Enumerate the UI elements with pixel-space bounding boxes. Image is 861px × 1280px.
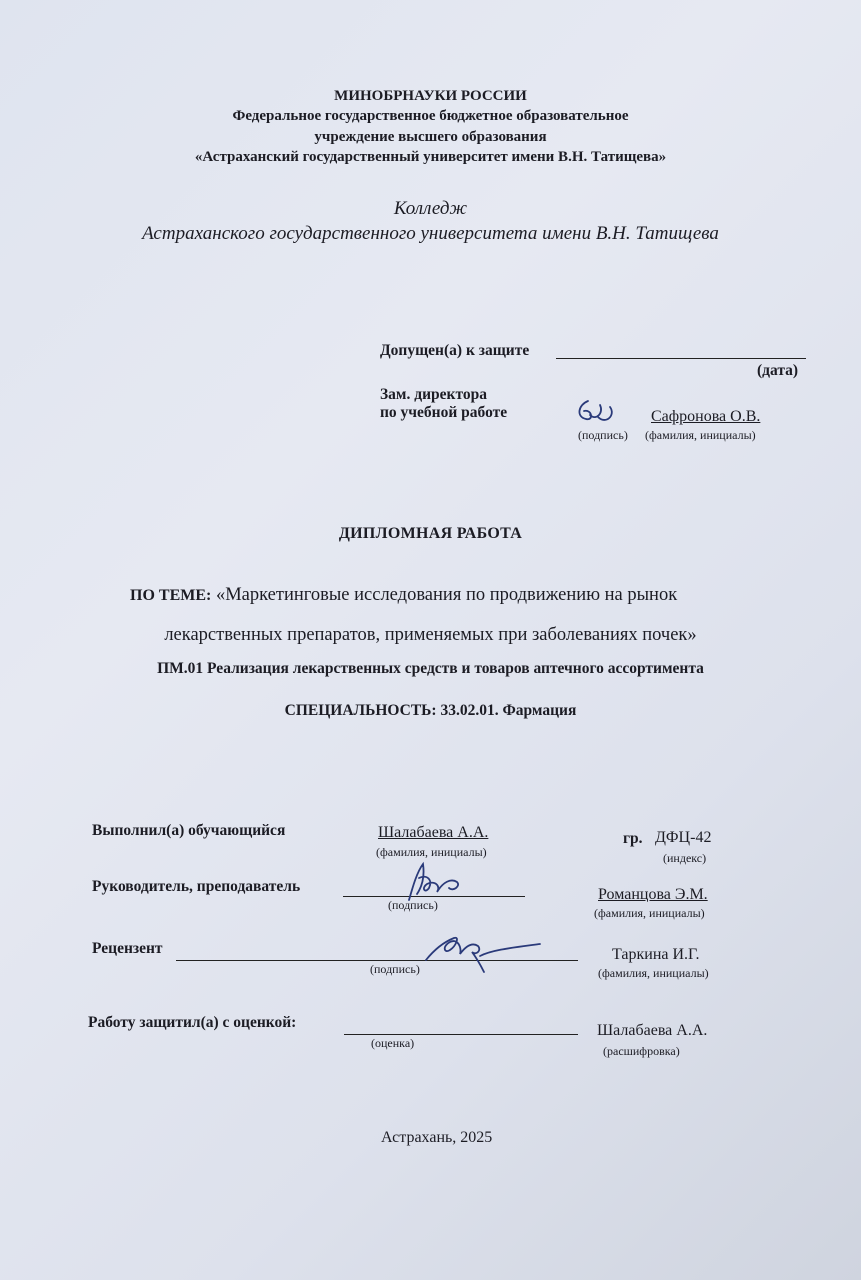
university-name: «Астраханский государственный университет имени В.Н. Татищева»	[194, 149, 667, 165]
theme-line-2: лекарственных препаратов, применяемых при заболеваниях почек»	[164, 625, 697, 645]
specialty: СПЕЦИАЛЬНОСТЬ: 33.02.01. Фармация	[284, 702, 577, 719]
deputy-title-2: по учебной работе	[380, 404, 508, 421]
deputy-signature	[570, 395, 630, 431]
group-label: гр.	[623, 830, 643, 847]
group-value: ДФЦ-42	[655, 829, 712, 846]
group-caption: (индекс)	[663, 851, 707, 865]
city-year: Астрахань, 2025	[381, 1129, 493, 1146]
date-caption: (дата)	[757, 362, 799, 379]
institution-line-1: Федеральное государственное бюджетное образовательное	[232, 108, 629, 124]
defense-name-caption: (расшифровка)	[603, 1044, 680, 1058]
ministry-name: МИНОБРНАУКИ РОССИИ	[334, 88, 527, 104]
work-type: ДИПЛОМНАЯ РАБОТА	[338, 525, 523, 542]
theme-prefix: ПО ТЕМЕ:	[130, 587, 212, 604]
deputy-title-1: Зам. директора	[380, 386, 487, 403]
student-label: Выполнил(а) обучающийся	[92, 822, 286, 839]
student-name-caption: (фамилия, инициалы)	[376, 845, 487, 859]
deputy-name: Сафронова О.В.	[651, 408, 761, 425]
deputy-signature-caption: (подпись)	[578, 428, 628, 442]
defense-label: Работу защитил(а) с оценкой:	[88, 1014, 297, 1031]
theme-title-part-1: «Маркетинговые исследования по продвижению на рынок	[215, 585, 678, 605]
reviewer-signature-caption: (подпись)	[370, 962, 420, 976]
supervisor-name: Романцова Э.М.	[598, 886, 708, 903]
supervisor-signature-caption: (подпись)	[388, 898, 438, 912]
supervisor-name-caption: (фамилия, инициалы)	[594, 906, 705, 920]
deputy-name-caption: (фамилия, инициалы)	[645, 428, 756, 442]
date-line	[556, 358, 806, 359]
defense-name: Шалабаева А.А.	[597, 1022, 708, 1039]
college-title: Колледж	[393, 198, 468, 219]
grade-line	[344, 1034, 578, 1035]
reviewer-signature	[420, 920, 550, 978]
reviewer-name-caption: (фамилия, инициалы)	[598, 966, 709, 980]
college-university: Астраханского государственного университета имени В.Н. Татищева	[142, 223, 719, 244]
reviewer-name: Таркина И.Г.	[612, 946, 700, 963]
theme-line-1	[130, 585, 677, 606]
supervisor-label: Руководитель, преподаватель	[92, 878, 301, 895]
admitted-label: Допущен(а) к защите	[380, 342, 530, 359]
professional-module: ПМ.01 Реализация лекарственных средств и товаров аптечного ассортимента	[157, 660, 704, 677]
grade-caption: (оценка)	[371, 1036, 415, 1050]
reviewer-label: Рецензент	[92, 940, 163, 957]
institution-line-2: учреждение высшего образования	[314, 129, 547, 145]
student-name: Шалабаева А.А.	[378, 824, 489, 841]
